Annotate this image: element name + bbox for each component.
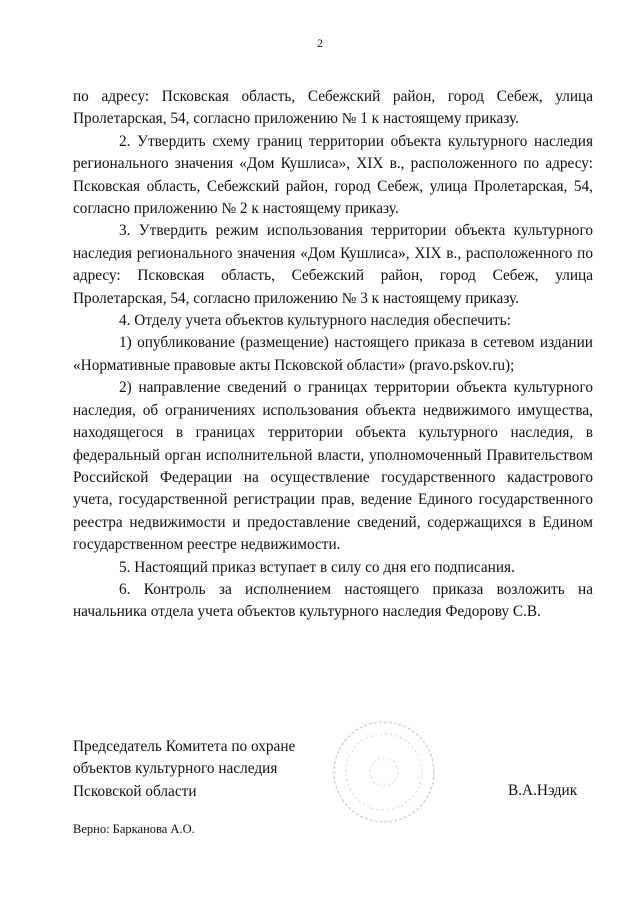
paragraph-subitem-2: 2) направление сведений о границах территории объекта культурного наследия, об ограничениях использования объекта недвижимого имущества, находящегося в границах территории объекта культурного наследия, в федеральный орган исполнительной власти, уполномоченный Правительством Российской Федерации на осуществление государственного кадастрового учета, государственной регистрации прав, ведение Единого государственного реестра недвижимости и предоставление сведений, содержащихся в Едином государственном реестре недвижимости.	[73, 379, 593, 554]
signatory-title-line: объектов культурного наследия	[73, 760, 278, 778]
paragraph-item-5: 5. Настоящий приказ вступает в силу со дня его подписания.	[119, 558, 515, 576]
signature-block	[73, 736, 593, 803]
signatory-title-line: Председатель Комитета по охране	[73, 738, 296, 755]
signatory-name: В.А.Нэдик	[508, 782, 578, 799]
signatory-title	[73, 736, 373, 803]
paragraph-address-continuation: по адресу: Псковская область, Себежский район, город Себеж, улица Пролетарская, 54, согласно приложению № 1 к настоящему приказу.	[73, 88, 593, 128]
signatory-title-line: Псковской области	[73, 782, 197, 800]
paragraph-item-6: 6. Контроль за исполнением настоящего приказа возложить на начальника отдела учета объектов культурного наследия Федорову С.В.	[73, 580, 593, 621]
verification-note: Верно: Барканова А.О.	[73, 822, 195, 836]
paragraph-subitem-1: 1) опубликование (размещение) настоящего приказа в сетевом издании «Нормативные правовые акты Псковской области» (pravo.pskov.ru);	[73, 334, 593, 374]
order-body	[73, 86, 593, 624]
paragraph-item-2: 2. Утвердить схему границ территории объекта культурного наследия регионального значения «Дом Кушлиса», XIX в., расположенного по адресу: Псковская область, Себежский район, город Себеж, улица Пролетарская, 54, согласно приложению № 2 к настоящему приказу.	[73, 132, 593, 218]
paragraph-item-4: 4. Отделу учета объектов культурного наследия обеспечить:	[119, 312, 511, 330]
paragraph-item-3: 3. Утвердить режим использования территории объекта культурного наследия регионального значения «Дом Кушлиса», XIX в., расположенного по адресу: Псковская область, Себежский район, город Себеж, улица Пролетарская, 54, согласно приложению № 3 к настоящему приказу.	[73, 222, 593, 307]
page-number: 2	[317, 36, 323, 50]
